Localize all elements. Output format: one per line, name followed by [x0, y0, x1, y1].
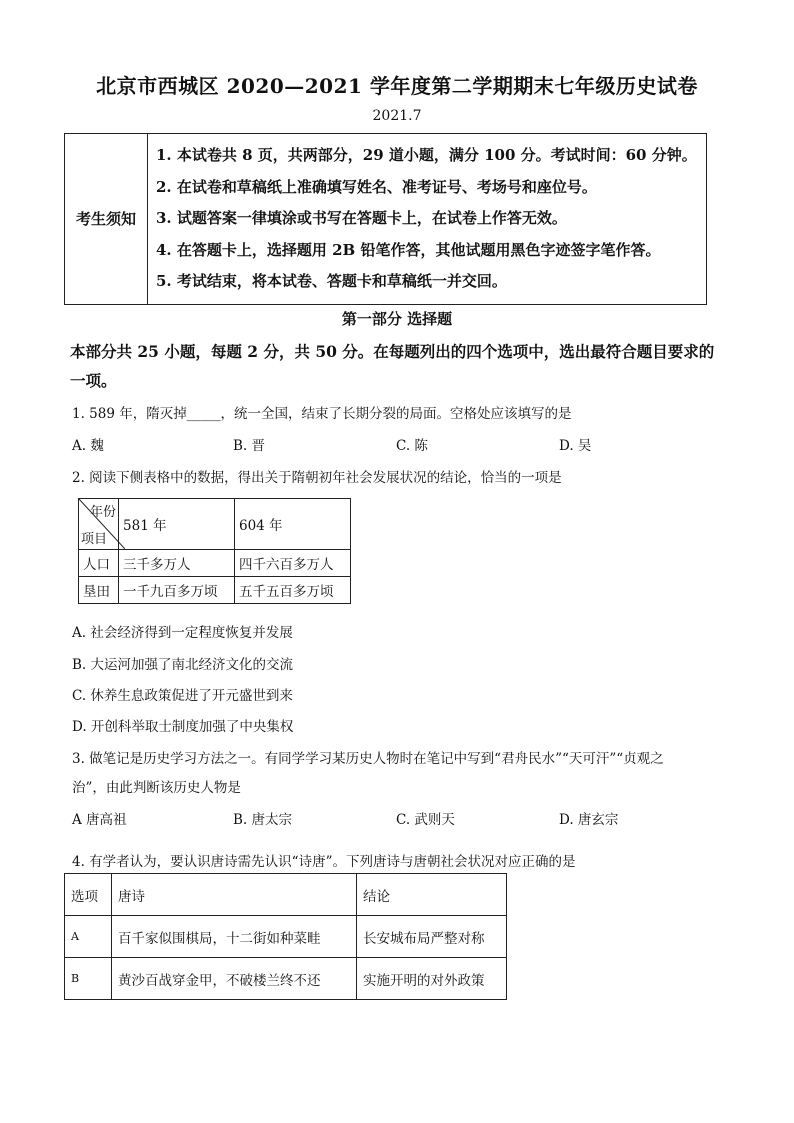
question-3-stem-line2: 治”，由此判断该历史人物是 — [72, 780, 241, 796]
year-header: 604 年 — [235, 499, 351, 550]
table-row — [79, 550, 351, 577]
table-row — [65, 916, 507, 958]
column-header: 结论 — [357, 874, 507, 916]
poem-cell: 百千家似围棋局，十二街如种菜畦 — [112, 916, 357, 958]
section-title: 第一部分 选择题 — [341, 310, 453, 328]
q2-data-table — [78, 498, 351, 604]
question-1-stem: 1. 589 年，隋灭掉_____，统一全国，结束了长期分裂的局面。空格处应该填写的是 — [72, 406, 572, 422]
table-corner-cell — [79, 499, 119, 550]
year-header: 581 年 — [119, 499, 235, 550]
exam-date: 2021.7 — [372, 108, 422, 124]
table-header-row — [65, 874, 507, 916]
notice-box — [64, 133, 707, 305]
column-header: 选项 — [65, 874, 112, 916]
notice-item: 5. 考试结束，将本试卷、答题卡和草稿纸一并交回。 — [156, 272, 507, 290]
q2-option-d: D. 开创科举取士制度加强了中央集权 — [72, 719, 294, 735]
table-cell: 四千六百多万人 — [235, 550, 351, 577]
section-intro: 本部分共 25 小题，每题 2 分，共 50 分。在每题列出的四个选项中，选出最符合题目要求的一项。 — [70, 342, 715, 390]
q2-option-a: A. 社会经济得到一定程度恢复并发展 — [72, 625, 293, 641]
q3-option-c: C. 武则天 — [396, 812, 455, 828]
table-row — [79, 577, 351, 604]
q2-option-b: B. 大运河加强了南北经济文化的交流 — [72, 657, 294, 673]
notice-item: 1. 本试卷共 8 页，共两部分，29 道小题，满分 100 分。考试时间：60 分钟。 — [156, 146, 697, 164]
q1-option-c: C. 陈 — [396, 438, 428, 454]
notice-header: 考生须知 — [65, 134, 148, 305]
option-letter: A — [65, 916, 112, 958]
row-label: 垦田 — [79, 577, 119, 604]
q2-option-c: C. 休养生息政策促进了开元盛世到来 — [72, 688, 293, 704]
notice-item: 3. 试题答案一律填涂或书写在答题卡上，在试卷上作答无效。 — [156, 209, 567, 227]
notice-items — [148, 134, 707, 305]
option-letter: B — [65, 958, 112, 1000]
column-header: 唐诗 — [112, 874, 357, 916]
q3-option-b: B. 唐太宗 — [233, 812, 293, 828]
exam-title: 北京市西城区 2020—2021 学年度第二学期期末七年级历史试卷 — [96, 74, 698, 98]
q1-option-b: B. 晋 — [233, 438, 266, 454]
corner-bottom-label: 项目 — [81, 532, 108, 547]
notice-item: 4. 在答题卡上，选择题用 2B 铅笔作答，其他试题用黑色字迹签字笔作答。 — [156, 240, 661, 259]
question-4-stem: 4. 有学者认为，要认识唐诗需先认识“诗唐”。下列唐诗与唐朝社会状况对应正确的是 — [72, 854, 576, 870]
question-2-stem: 2. 阅读下侧表格中的数据，得出关于隋朝初年社会发展状况的结论，恰当的一项是 — [72, 470, 562, 486]
q3-option-a: A 唐高祖 — [72, 812, 127, 828]
q4-poetry-table — [64, 873, 507, 1000]
q1-option-d: D. 吴 — [559, 438, 592, 454]
q1-option-a: A. 魏 — [72, 438, 104, 454]
table-cell: 一千九百多万顷 — [119, 577, 235, 604]
table-row — [65, 958, 507, 1000]
table-cell: 五千五百多万顷 — [235, 577, 351, 604]
corner-top-label: 年份 — [90, 505, 117, 520]
notice-item: 2. 在试卷和草稿纸上准确填写姓名、准考证号、考场号和座位号。 — [156, 177, 597, 196]
q3-option-d: D. 唐玄宗 — [559, 812, 619, 828]
conclusion-cell: 长安城布局严整对称 — [357, 916, 507, 958]
table-cell: 三千多万人 — [119, 550, 235, 577]
poem-cell: 黄沙百战穿金甲，不破楼兰终不还 — [112, 958, 357, 1000]
row-label: 人口 — [79, 550, 119, 577]
question-3-stem-line1: 3. 做笔记是历史学习方法之一。有同学学习某历史人物时在笔记中写到“君舟民水”“天可汗”“贞观之 — [72, 751, 664, 767]
conclusion-cell: 实施开明的对外政策 — [357, 958, 507, 1000]
